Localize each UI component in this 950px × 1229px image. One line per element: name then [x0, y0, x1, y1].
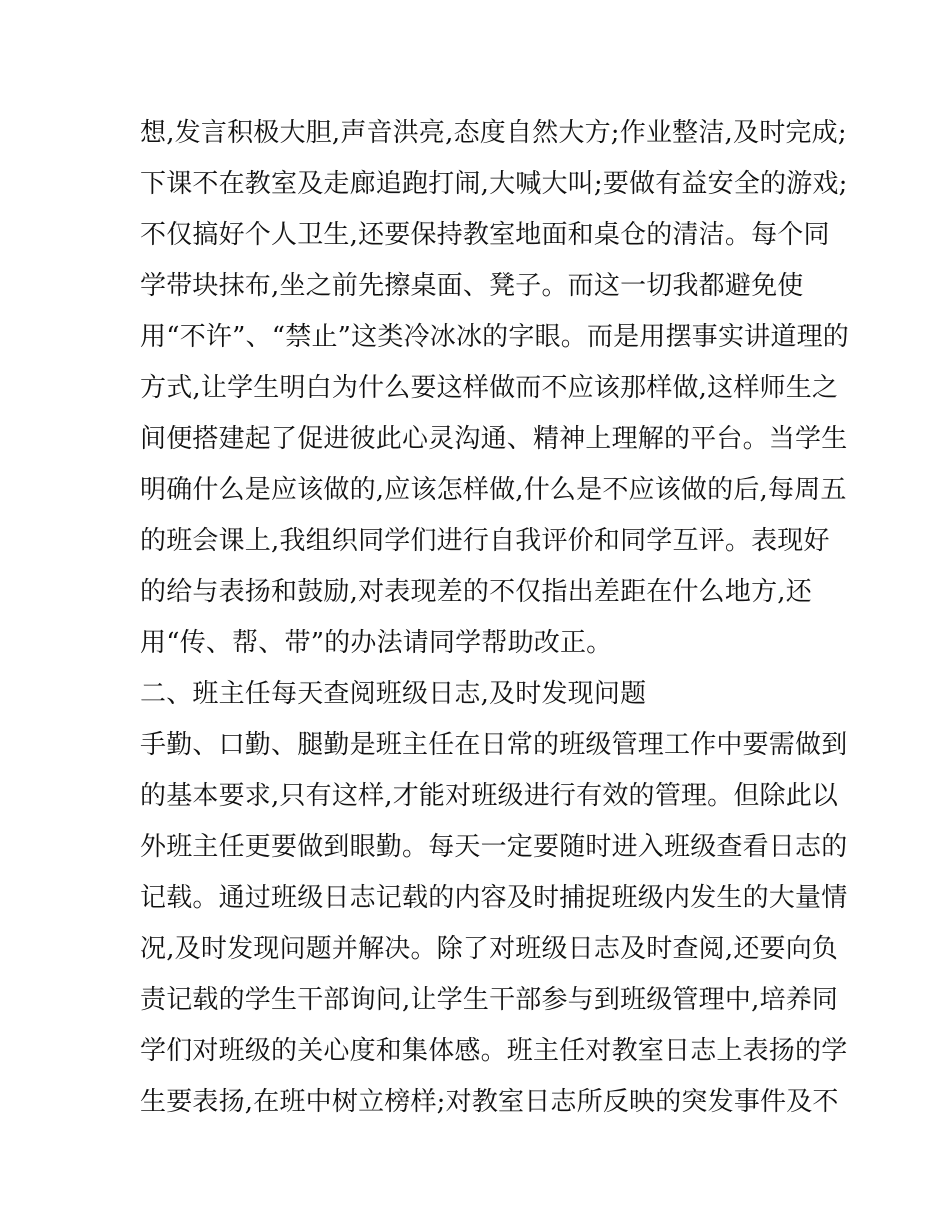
section-heading: 二、班主任每天查阅班级日志,及时发现问题 [140, 679, 647, 709]
text-line: 方式,让学生明白为什么要这样做而不应该那样做,这样师生之 [140, 373, 839, 403]
text-line: 的班会课上,我组织同学们进行自我评价和同学互评。表现好 [140, 526, 830, 556]
text-line: 间便搭建起了促进彼此心灵沟通、精神上理解的平台。当学生 [140, 424, 848, 454]
text-line: 责记载的学生干部询问,让学生干部参与到班级管理中,培养同 [140, 985, 839, 1015]
text-line: 下课不在教室及走廊追跑打闹,大喊大叫;要做有益安全的游戏; [140, 169, 848, 199]
text-line: 用“不许”、“禁止”这类冷冰冰的字眼。而是用摆事实讲道理的 [140, 322, 849, 352]
text-line: 况,及时发现问题并解决。除了对班级日志及时查阅,还要向负 [140, 934, 839, 964]
body-text [140, 108, 849, 1128]
text-line: 不仅搞好个人卫生,还要保持教室地面和桌仓的清洁。每个同 [140, 220, 830, 250]
text-line: 用“传、帮、带”的办法请同学帮助改正。 [140, 628, 613, 658]
text-line: 生要表扬,在班中树立榜样;对教室日志所反映的突发事件及不 [140, 1087, 839, 1117]
text-line: 的给与表扬和鼓励,对表现差的不仅指出差距在什么地方,还 [140, 577, 812, 607]
text-line: 手勤、口勤、腿勤是班主任在日常的班级管理工作中要需做到 [140, 730, 848, 760]
text-line: 的基本要求,只有这样,才能对班级进行有效的管理。但除此以 [140, 781, 839, 811]
text-line: 记载。通过班级日志记载的内容及时捕捉班级内发生的大量情 [140, 883, 848, 913]
text-line: 明确什么是应该做的,应该怎样做,什么是不应该做的后,每周五 [140, 475, 847, 505]
text-line: 想,发言积极大胆,声音洪亮,态度自然大方;作业整洁,及时完成; [140, 118, 847, 148]
text-line: 学们对班级的关心度和集体感。班主任对教室日志上表扬的学 [140, 1036, 848, 1066]
text-line: 外班主任更要做到眼勤。每天一定要随时进入班级查看日志的 [140, 832, 848, 862]
text-line: 学带块抹布,坐之前先擦桌面、凳子。而这一切我都避免使 [140, 271, 804, 301]
